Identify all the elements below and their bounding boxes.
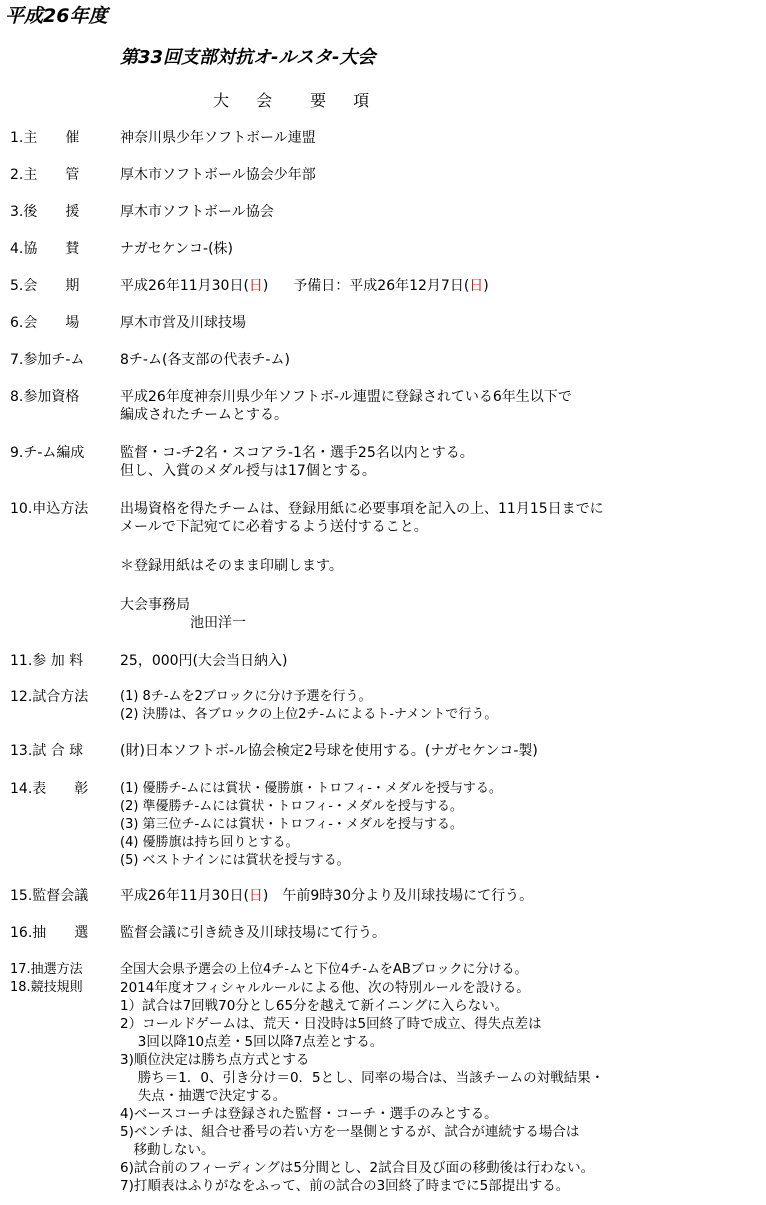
section-label-match-ball: 13.試 合 球 bbox=[10, 743, 84, 759]
eligibility-line: 平成26年度神奈川県少年ソフトボ-ル連盟に登録されている6年生以下で bbox=[120, 389, 572, 405]
meeting-date: 平成26年11月30日( bbox=[120, 888, 249, 904]
section-value-host: 厚木市ソフトボール協会少年部 bbox=[120, 167, 316, 183]
meeting-day: 日 bbox=[248, 888, 263, 904]
rules-line: 4)ベースコーチは登録された監督・コーチ・選手のみとする。 bbox=[120, 1106, 498, 1122]
office-contact: 池田洋一 bbox=[190, 615, 246, 631]
section-label-teams: 7.参加チ-ム bbox=[10, 352, 85, 368]
section-value-eligibility bbox=[120, 388, 572, 424]
section-label-period: 5.会 期 bbox=[10, 278, 80, 294]
rules-line: 6)試合前のフィーディングは5分間とし、2試合目及び面の移動後は行わない。 bbox=[120, 1160, 595, 1176]
rules-line: 2）コールドゲームは、荒天・日没時は5回終了時で成立、得失点差は bbox=[120, 1016, 542, 1032]
section-label-match-format: 12.試合方法 bbox=[10, 689, 89, 705]
match-format-line: (1) 8チ-ムを2ブロックに分け予選を行う。 bbox=[120, 689, 372, 704]
section-value-competition-rules bbox=[120, 979, 604, 1195]
rules-line: 1）試合は7回戦70分とし65分を越えて新イニングに入らない。 bbox=[120, 998, 509, 1014]
awards-line: (3) 第三位チ-ムには賞状・トロフィ-・メダルを授与する。 bbox=[120, 817, 463, 832]
period-spare-day: 日 bbox=[469, 278, 484, 294]
section-value-awards bbox=[120, 780, 502, 870]
period-main-close: ) bbox=[262, 278, 269, 294]
application-line: メールで下記宛てに必着するよう送付すること。 bbox=[120, 519, 428, 535]
rules-line: 失点・抽選で決定する。 bbox=[120, 1088, 287, 1104]
section-value-venue: 厚木市営及川球技場 bbox=[120, 315, 246, 331]
section-label-eligibility: 8.参加資格 bbox=[10, 389, 80, 405]
section-label-lottery: 16.抽 選 bbox=[10, 925, 89, 941]
rules-line: 7)打順表はふりがなをふって、前の試合の3回終了時までに5部提出する。 bbox=[120, 1178, 570, 1194]
registration-note: ＊登録用紙はそのまま印刷します。 bbox=[120, 558, 343, 574]
period-main-date: 平成26年11月30日( bbox=[120, 278, 249, 294]
section-label-sponsor: 4.協 賛 bbox=[10, 241, 80, 257]
section-value-support: 厚木市ソフトボール協会 bbox=[120, 204, 274, 220]
office-name: 大会事務局 bbox=[120, 597, 190, 613]
section-label-organizer: 1.主 催 bbox=[10, 130, 80, 146]
section-label-venue: 6.会 場 bbox=[10, 315, 80, 331]
section-value-lottery-method: 全国大会県予選会の上位4チ-ムと下位4チ-ムをABブロックに分ける。 bbox=[120, 962, 528, 977]
section-value-organizer: 神奈川県少年ソフトボール連盟 bbox=[120, 130, 316, 146]
rules-line: 3)順位決定は勝ち点方式とする bbox=[120, 1052, 310, 1068]
section-value-managers-meeting bbox=[120, 887, 533, 905]
rules-line: 移動しない。 bbox=[120, 1142, 215, 1158]
match-format-line: (2) 決勝は、各ブロックの上位2チ-ムによるト-ナメントで行う。 bbox=[120, 707, 498, 722]
section-value-application bbox=[120, 500, 604, 536]
composition-line: 但し、入賞のメダル授与は17個とする。 bbox=[120, 463, 376, 479]
awards-line: (4) 優勝旗は持ち回りとする。 bbox=[120, 835, 299, 850]
composition-line: 監督・コ-チ2名・スコアラ-1名・選手25名以内とする。 bbox=[120, 445, 474, 461]
section-label-host: 2.主 管 bbox=[10, 167, 80, 183]
section-label-managers-meeting: 15.監督会議 bbox=[10, 888, 89, 904]
rules-line: 5)ベンチは、組合せ番号の若い方を一塁側とするが、試合が連続する場合は bbox=[120, 1124, 580, 1140]
era-label: 平成26年度 bbox=[5, 5, 108, 27]
awards-line: (1) 優勝チ-ムには賞状・優勝旗・トロフィ-・メダルを授与する。 bbox=[120, 781, 502, 796]
section-label-support: 3.後 援 bbox=[10, 204, 80, 220]
section-value-sponsor: ナガセケンコ-(株) bbox=[120, 241, 233, 257]
rules-line: 3回以降10点差・5回以降7点差とする。 bbox=[120, 1034, 384, 1050]
section-value-lottery: 監督会議に引き続き及川球技場にて行う。 bbox=[120, 925, 386, 941]
awards-line: (2) 準優勝チ-ムには賞状・トロフィ-・メダルを授与する。 bbox=[120, 799, 463, 814]
page-title: 第33回支部対抗オ-ルスタ-大会 bbox=[120, 47, 376, 68]
meeting-details: ) 午前9時30分より及川球技場にて行う。 bbox=[262, 888, 534, 904]
eligibility-line: 編成されたチームとする。 bbox=[120, 407, 288, 423]
section-value-period bbox=[120, 277, 489, 295]
section-value-match-format bbox=[120, 688, 497, 724]
application-line: 出場資格を得たチームは、登録用紙に必要事項を記入の上、11月15日までに bbox=[120, 501, 604, 517]
awards-line: (5) ベストナインには賞状を授与する。 bbox=[120, 853, 350, 868]
rules-line: 勝ち＝1．0、引き分け＝0．5とし、同率の場合は、当該チームの対戦結果・ bbox=[120, 1070, 605, 1086]
section-label-team-composition: 9.チ-ム編成 bbox=[10, 445, 85, 461]
section-label-competition-rules: 18.競技規則 bbox=[10, 980, 83, 995]
section-value-team-composition bbox=[120, 444, 474, 480]
section-value-match-ball: (財)日本ソフトボ-ル協会検定2号球を使用する。(ナガセケンコ-製) bbox=[120, 743, 538, 759]
document-heading: 大 会 要 項 bbox=[213, 91, 372, 110]
period-spare-date: 予備日：平成26年12月7日( bbox=[293, 278, 470, 294]
section-label-fee: 11.参 加 料 bbox=[10, 653, 84, 669]
period-main-day: 日 bbox=[248, 278, 263, 294]
section-value-fee: 25，000円(大会当日納入) bbox=[120, 653, 288, 669]
period-spare-close: ) bbox=[483, 278, 489, 294]
section-label-awards: 14.表 彰 bbox=[10, 781, 89, 797]
section-label-lottery-method: 17.抽選方法 bbox=[10, 962, 83, 977]
section-value-teams: 8チ-ム(各支部の代表チ-ム) bbox=[120, 352, 290, 368]
rules-line: 2014年度オフィシャルルールによる他、次の特別ルールを設ける。 bbox=[120, 980, 530, 996]
section-label-application: 10.申込方法 bbox=[10, 501, 89, 517]
